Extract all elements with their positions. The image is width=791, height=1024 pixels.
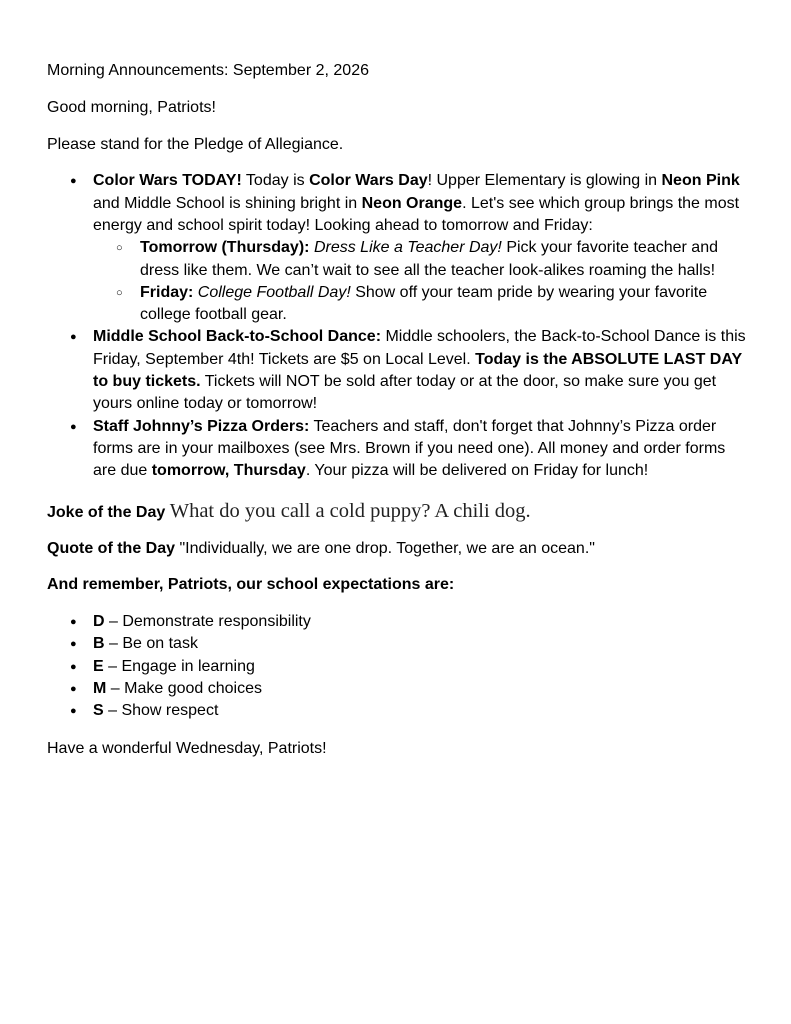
expectation-letter: S — [93, 702, 104, 720]
sub-item-label: Friday: — [140, 283, 194, 301]
list-item-dance — [47, 326, 751, 415]
item-text: Middle schoolers, the Back-to-School Dance is this Friday, September 4th! Tickets are $5 on Local Level. — [93, 328, 746, 368]
closing-line: Have a wonderful Wednesday, Patriots! — [47, 739, 327, 757]
item-lead: Middle School Back-to-School Dance: — [93, 328, 382, 346]
pledge-line: Please stand for the Pledge of Allegiance. — [47, 135, 344, 153]
expectation-letter: D — [93, 613, 105, 631]
list-item-pizza — [47, 416, 751, 483]
expectation-letter: M — [93, 680, 107, 698]
document-title: Morning Announcements: September 2, 2026 — [47, 62, 369, 79]
sub-item-thursday — [93, 237, 751, 282]
expectation-item — [47, 700, 751, 722]
expectation-letter: B — [93, 635, 105, 653]
expectation-item — [47, 678, 751, 700]
expectation-item — [47, 656, 751, 678]
item-lead: Staff Johnny’s Pizza Orders: — [93, 417, 310, 435]
joke-of-the-day — [47, 498, 751, 526]
sub-item-text: Show off your team pride by wearing your favorite college football gear. — [140, 283, 708, 324]
item-text: . Your pizza will be delivered on Friday for lunch! — [305, 462, 649, 480]
expectation-text: – Demonstrate responsibility — [104, 613, 311, 631]
item-text: and Middle School is shining bright in — [93, 194, 362, 212]
item-text: . Let's see which group brings the most energy and school spirit today! Looking ahead to tomorrow and Friday: — [93, 194, 740, 234]
expectation-item — [47, 633, 751, 655]
quote-text: "Individually, we are one drop. Together, we are an ocean." — [175, 539, 595, 557]
sub-item-theme: College Football Day! — [197, 283, 351, 301]
expectations-heading — [47, 574, 751, 596]
sub-item-text: Pick your favorite teacher and dress like them. We can’t wait to see all the teacher look-alikes roaming the halls! — [140, 239, 718, 279]
item-emphasis: tomorrow, Thursday — [151, 462, 306, 480]
expectation-text: – Make good choices — [106, 680, 262, 698]
sub-item-theme: Dress Like a Teacher Day! — [313, 239, 502, 257]
list-item-color-wars — [47, 170, 751, 326]
expectations-list — [47, 611, 751, 722]
expectation-text: – Show respect — [103, 702, 219, 720]
announcements-list — [47, 170, 751, 482]
greeting: Good morning, Patriots! — [47, 98, 216, 116]
item-emphasis: Neon Pink — [661, 172, 740, 190]
sub-item-label: Tomorrow (Thursday): — [140, 239, 310, 257]
expectation-letter: E — [93, 657, 104, 675]
sub-item-friday — [93, 282, 751, 327]
expectation-text: – Be on task — [104, 635, 198, 653]
item-lead: Color Wars TODAY! — [93, 172, 242, 190]
quote-label: Quote of the Day — [47, 539, 176, 557]
item-text: ! Upper Elementary is glowing in — [427, 172, 662, 190]
item-text: Today is — [241, 172, 310, 190]
expectation-item — [47, 611, 751, 633]
item-emphasis: Neon Orange — [361, 194, 463, 212]
item-emphasis: Today is the ABSOLUTE LAST DAY to buy tickets. — [93, 350, 742, 391]
quote-of-the-day — [47, 538, 751, 560]
item-emphasis: Color Wars Day — [309, 172, 428, 190]
item-text: Tickets will NOT be sold after today or at the door, so make sure you get yours online today or tomorrow! — [93, 373, 717, 413]
item-text: Teachers and staff, don't forget that Johnny’s Pizza order forms are in your mailboxes (see Mrs. Brown if you need one). All money and order forms are due — [93, 417, 726, 480]
expectation-text: – Engage in learning — [103, 657, 255, 675]
joke-text: What do you call a cold puppy? A chili dog. — [169, 499, 531, 522]
joke-label: Joke of the Day — [47, 503, 166, 521]
expectations-heading-text: And remember, Patriots, our school expectations are: — [47, 576, 455, 594]
sub-list — [93, 237, 751, 326]
